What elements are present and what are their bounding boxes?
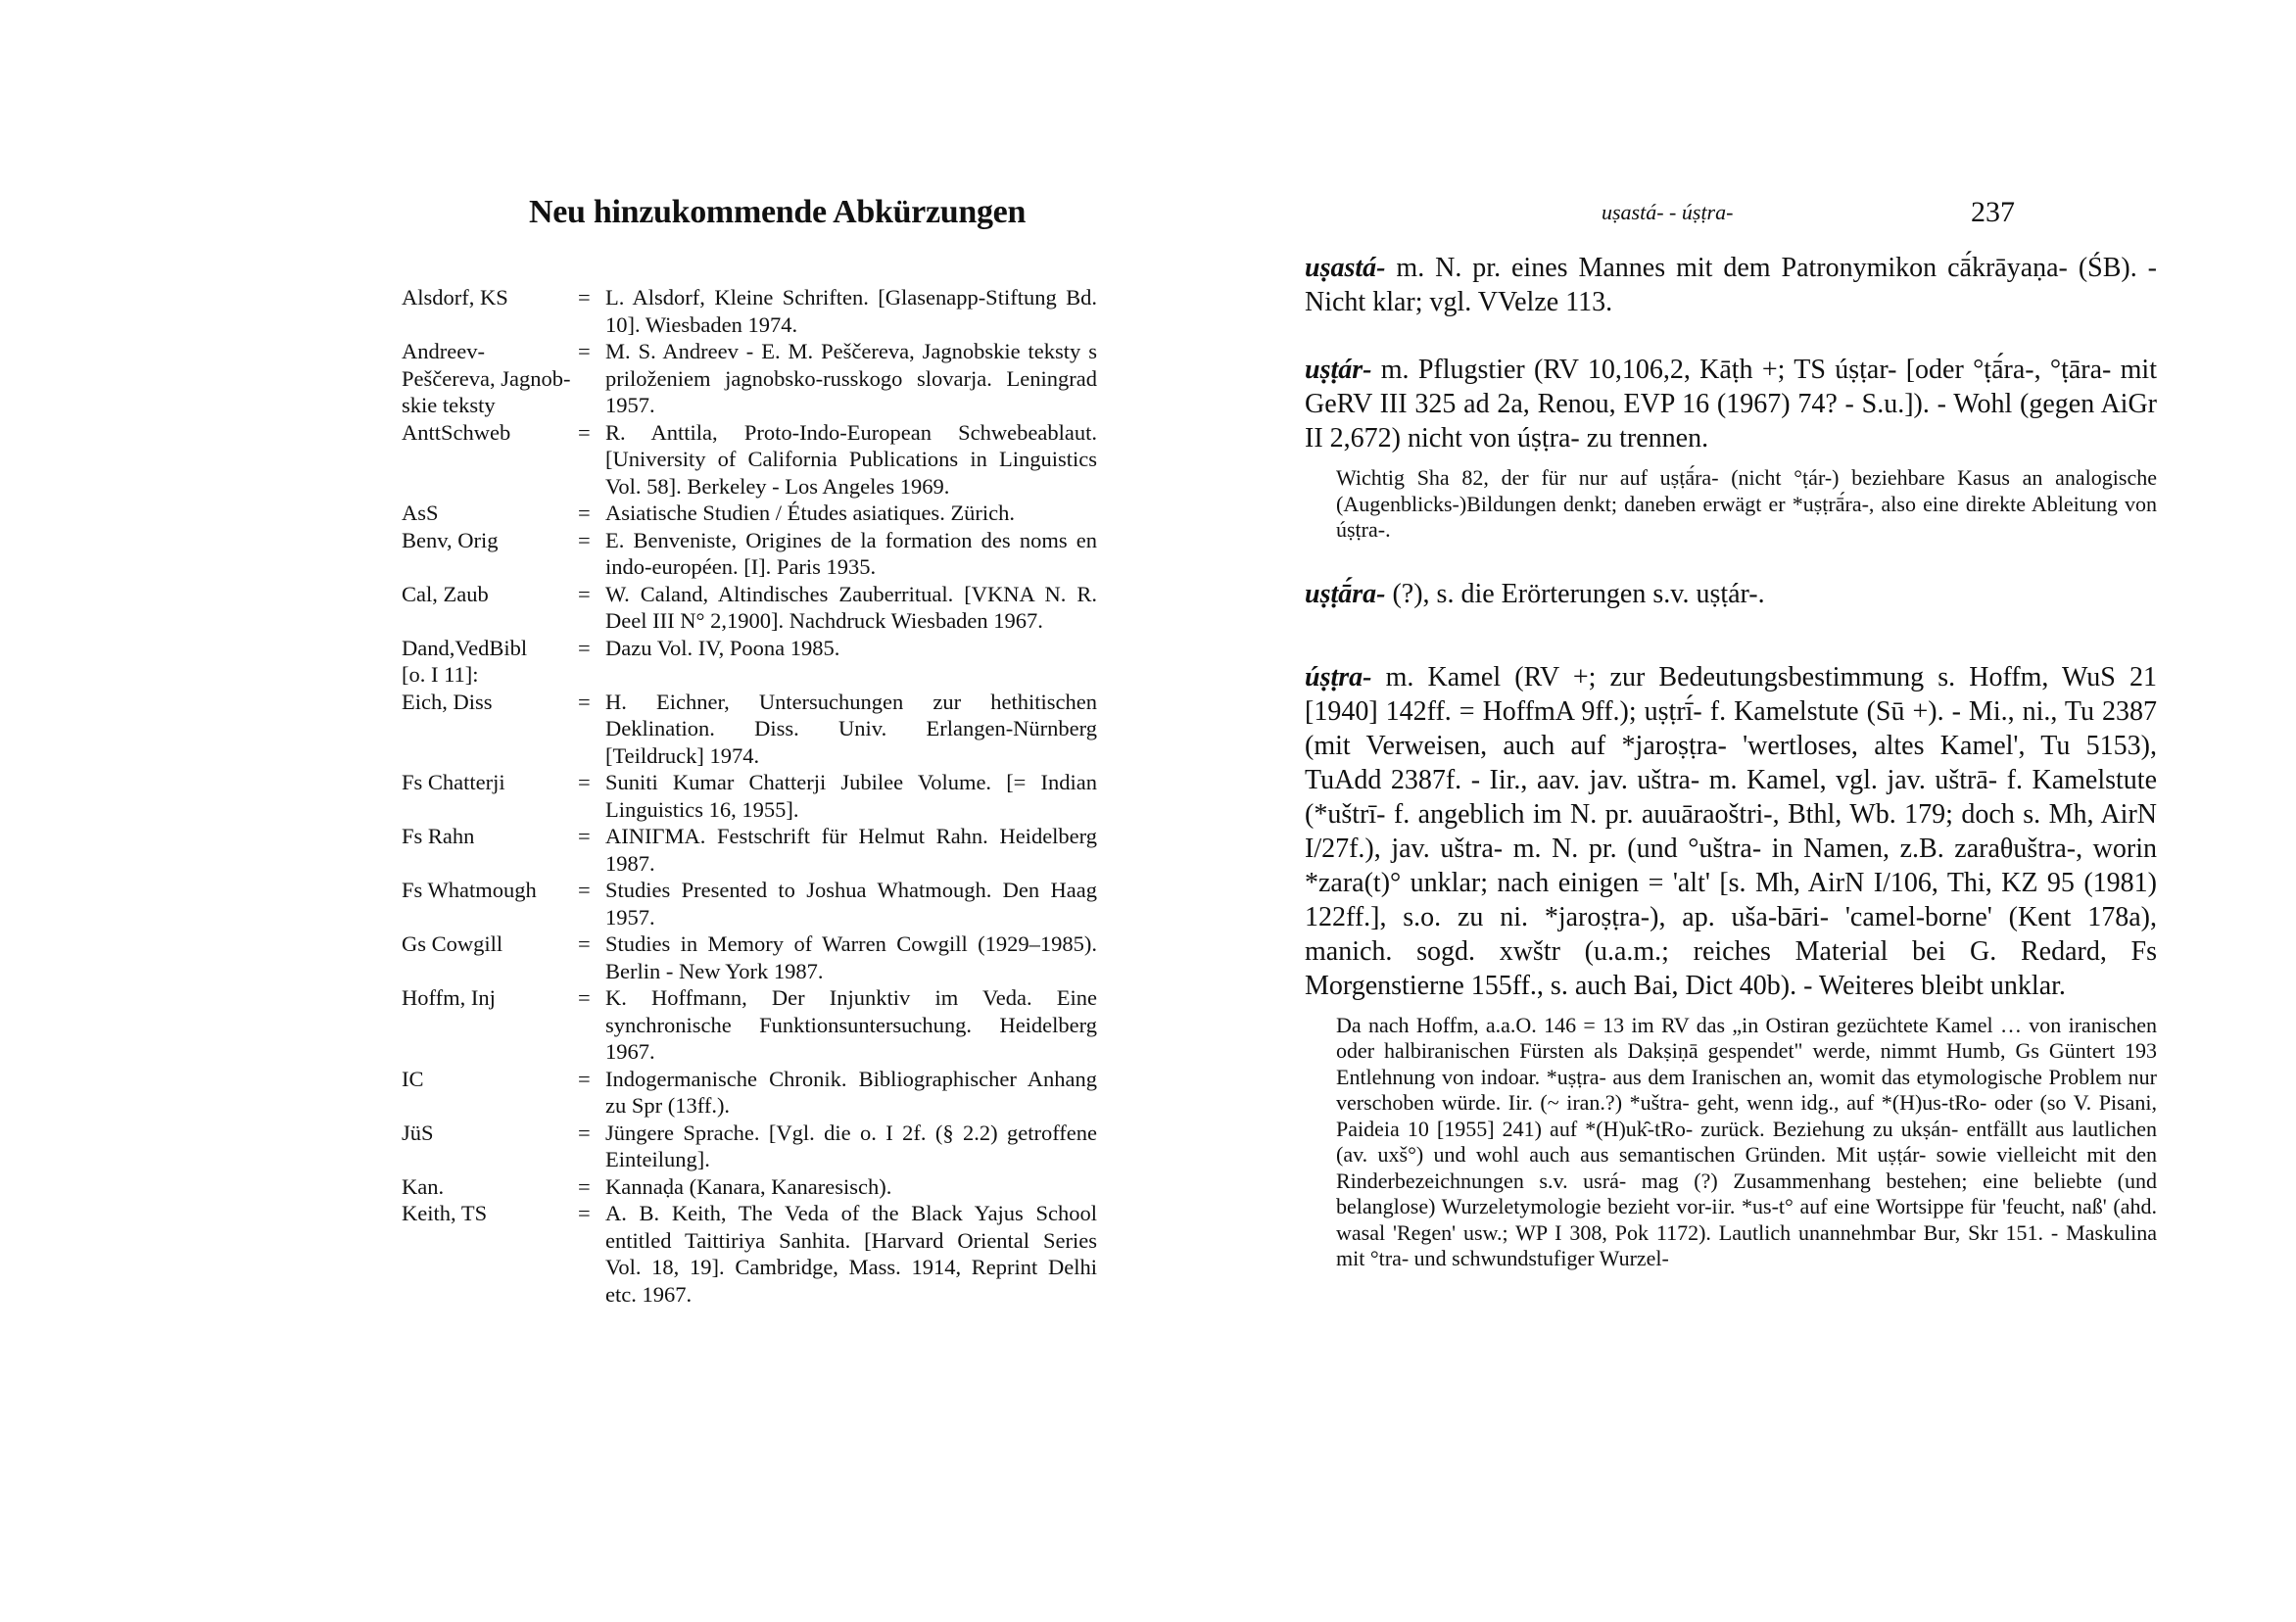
equals-sign: = [578,581,591,606]
abbreviation-key: JüS [402,1120,434,1145]
equals-sign: = [578,931,591,956]
abbreviation-key: Cal, Zaub [402,581,489,606]
abbreviation-key: Andreev-Peščereva, Jagnob- skie teksty [402,339,571,417]
running-head: uṣastá- - úṣṭra- [1602,200,1734,224]
abbreviation-row [392,1066,1107,1120]
equals-sign: = [578,419,591,445]
abbreviation-row [392,769,1107,823]
abbreviation-key: Benv, Orig [402,527,499,552]
abbreviation-value: Asiatische Studien / Études asiatiques. Zürich. [605,501,1016,525]
page-header [1148,196,2296,235]
abbreviation-key: Eich, Diss [402,689,493,714]
equals-sign: = [578,501,591,525]
abbreviation-row [392,877,1107,930]
equals-sign: = [578,824,591,848]
dictionary-entries [1305,251,2157,1272]
abbreviation-row [392,419,1107,501]
equals-sign: = [578,339,591,363]
dictionary-entry [1305,660,2157,1003]
entry-note: Wichtig Sha 82, der für nur auf uṣṭā́ra- (nicht °ṭár-) beziehbare Kasus an analogische (Augenblicks-)Bildungen denkt; daneben erwägt er *uṣṭrā́ra-, also eine direkte Ableitung von úṣṭra-. [1336,465,2157,542]
abbreviation-value: Indogermanische Chronik. Bibliographischer Anhang zu Spr (13ff.). [605,1066,1097,1118]
page-number: 237 [1971,196,2015,228]
right-page [1148,0,2296,1622]
equals-sign: = [578,1066,591,1091]
abbreviation-value: K. Hoffmann, Der Injunktiv im Veda. Eine synchronische Funktionsuntersuchung. Heidelberg 1967. [605,985,1097,1064]
abbreviation-key: AnttSchweb [402,419,511,445]
abbreviation-key: Dand,VedBibl [o. I 11]: [402,635,528,687]
abbreviation-key: Alsdorf, KS [402,285,508,310]
abbreviation-value: A. B. Keith, The Veda of the Black Yajus School entitled Taittiriya Sanhita. [Harvard Oriental Series Vol. 18, 19]. Cambridge, Mass. 1914, Reprint Delhi etc. 1967. [605,1201,1097,1307]
equals-sign: = [578,1201,591,1225]
abbreviation-value: E. Benveniste, Origines de la formation des noms en indo-européen. [I]. Paris 1935. [605,527,1097,579]
abbreviation-row [392,338,1107,419]
abbreviation-value: L. Alsdorf, Kleine Schriften. [Glasenapp-Stiftung Bd. 10]. Wiesbaden 1974. [605,285,1097,337]
abbreviation-value: Suniti Kumar Chatterji Jubilee Volume. [= Indian Linguistics 16, 1955]. [605,770,1097,822]
abbreviation-value: Kannaḍa (Kanara, Kanaresisch). [605,1173,892,1199]
dictionary-entry [1305,251,2157,319]
abbreviation-key: Fs Rahn [402,824,475,848]
abbreviation-value: R. Anttila, Proto-Indo-European Schwebeablaut. [University of California Publications in Linguistics Vol. 58]. Berkeley - Los Angeles 1969. [605,419,1097,499]
abbreviation-key: Kan. [402,1173,445,1199]
abbreviation-value: W. Caland, Altindisches Zauberritual. [VKNA N. R. Deel III N° 2,1900]. Nachdruck Wiesbaden 1967. [605,581,1097,633]
abbreviation-key: Hoffm, Inj [402,985,496,1010]
entry-lemma: uṣṭár- [1305,355,1372,385]
equals-sign: = [578,689,591,714]
dictionary-entry [1305,577,2157,611]
equals-sign: = [578,770,591,794]
abbreviation-row [392,689,1107,770]
entry-text: m. Pflugstier (RV 10,106,2, Kāṭh +; TS úṣṭar- [oder °ṭā́ra-, °ṭāra- mit GeRV III 325 ad 2a, Renou, EVP 16 (1967) 74? - S.u.]). - Wohl (gegen AiGr II 2,672) nicht von úṣṭra- zu trennen. [1305,355,2157,453]
abbreviation-row [392,284,1107,338]
abbreviation-row [392,930,1107,984]
page-title: Neu hinzukommende Abkürzungen [529,194,1027,230]
entry-text: (?), s. die Erörterungen s.v. uṣṭár-. [1385,578,1765,609]
abbreviation-value: Studies in Memory of Warren Cowgill (1929–1985). Berlin - New York 1987. [605,931,1097,983]
abbreviation-key: Keith, TS [402,1201,488,1225]
abbreviation-row [392,500,1107,527]
abbreviation-row [392,1173,1107,1201]
equals-sign: = [578,527,591,552]
abbreviation-row [392,823,1107,877]
equals-sign: = [578,635,591,660]
abbreviation-key: Gs Cowgill [402,931,503,956]
abbreviation-row [392,1200,1107,1308]
abbreviation-key: Fs Chatterji [402,770,505,794]
entry-text: m. N. pr. eines Mannes mit dem Patronymikon cā́krāyaṇa- (ŚB). - Nicht klar; vgl. VVelze 113. [1305,253,2157,317]
entry-note: Da nach Hoffm, a.a.O. 146 = 13 im RV das „in Ostiran gezüchtete Kamel … von iranischen oder halbiranischen Fürsten als Dakṣiṇā gespendet" werde, nimmt Humb, Gs Güntert 193 Entlehnung von indoar. *uṣṭra- aus dem Iranischen an, womit das etymologische Problem nur verschoben würde. Iir. (~ iran.?) *uštra- geht, wenn idg., auf *(H)us-tRo- oder (so V. Pisani, Paideia 10 [1955] 241) auf *(H)uk̑-tRo- zurück. Beziehung zu ukṣán- entfällt aus lautlichen (av. uxš°) und wohl auch aus semantischen Gründen. Mit uṣṭár- sowie vielleicht mit den Rinderbezeichnungen s.v. usrá- mag (?) Zusammenhang bestehen; eine beliebte (und belanglose) Wurzeletymologie bezieht vor-iir. *us-t° auf eine Wortsippe für 'feucht, naß' (ahd. wasal 'Regen' usw.; WP I 308, Pok 1172). Lautlich unannehmbar Bur, Skr 151. - Maskulina mit °tra- und schwundstufiger Wurzel- [1336,1012,2157,1270]
entry-lemma: uṣṭā́ra- [1305,578,1386,609]
abbreviation-value: H. Eichner, Untersuchungen zur hethitischen Deklination. Diss. Univ. Erlangen-Nürnberg [Teildruck] 1974. [605,689,1097,768]
abbreviation-row [392,1120,1107,1173]
abbreviation-row [392,527,1107,581]
abbreviation-value: Jüngere Sprache. [Vgl. die o. I 2f. (§ 2.2) getroffene Einteilung]. [605,1120,1097,1171]
entry-lemma: úṣṭra- [1305,661,1372,692]
equals-sign: = [578,985,591,1010]
equals-sign: = [578,285,591,310]
abbreviation-value: Dazu Vol. IV, Poona 1985. [605,635,840,660]
dictionary-entry [1305,353,2157,455]
equals-sign: = [578,1120,591,1145]
abbreviation-value: AINIΓMA. Festschrift für Helmut Rahn. Heidelberg 1987. [605,824,1097,876]
abbreviation-value: M. S. Andreev - E. M. Peščereva, Jagnobskie teksty s priloženiem jagnobsko-russkogo slovarja. Leningrad 1957. [605,339,1097,417]
entry-text: m. Kamel (RV +; zur Bedeutungsbestimmung s. Hoffm, WuS 21 [1940] 142ff. = HoffmA 9ff.); uṣṭrī́- f. Kamelstute (Sū +). - Mi., ni., Tu 2387 (mit Verweisen, auch auf *jaroṣṭra- 'wertloses, altes Kamel', Tu 5153), TuAdd 2387f. - Iir., aav. jav. uštra- m. Kamel, vgl. jav. uštrā- f. Kamelstute (*uštrī- f. angeblich im N. pr. auuāraoštri-, Bthl, Wb. 179; doch s. Mh, AirN I/27f.), jav. uštra- m. N. pr. (und °uštra- in Namen, z.B. zaraθuštra-, worin *zara(t)° unklar; nach einigen = 'alt' [s. Mh, AirN I/106, Thi, KZ 95 (1981) 122ff.], s.o. zu ni. *jaroṣṭra-), ap. uša-bāri- 'camel-borne' (Kent 178a), manich. sogd. xwštr (u.a.m.; reiches Material bei G. Redard, Fs Morgenstierne 155ff., s. auch Bai, Dict 40b). - Weiteres bleibt unklar. [1305,661,2157,1001]
equals-sign: = [578,878,591,902]
abbreviation-key: AsS [402,501,439,525]
abbreviation-row [392,984,1107,1066]
equals-sign: = [578,1173,591,1199]
entry-lemma: uṣastá- [1305,253,1386,283]
abbreviation-row [392,581,1107,635]
abbreviation-key: Fs Whatmough [402,878,537,902]
abbreviation-value: Studies Presented to Joshua Whatmough. Den Haag 1957. [605,878,1097,930]
abbreviation-row [392,635,1107,689]
abbreviation-list [392,284,1107,1308]
abbreviation-key: IC [402,1066,424,1091]
